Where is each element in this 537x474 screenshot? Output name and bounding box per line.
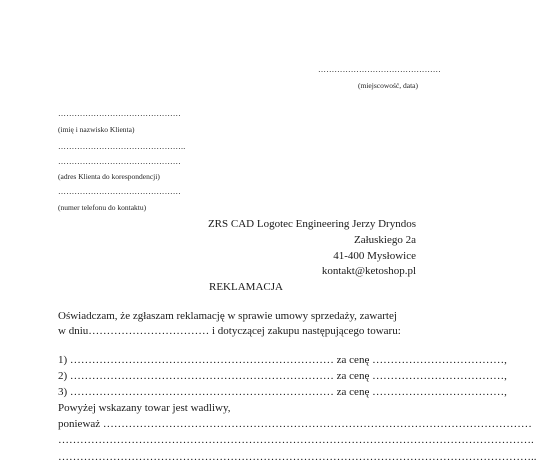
client-address-dots-2: ………………………………………: [58, 157, 181, 166]
document-title: REKLAMACJA: [209, 281, 283, 293]
client-address-caption: (adres Klienta do korespondencji): [58, 172, 160, 181]
item-line-3: 3) ……………………………………………………………… za cenę ………………………………,: [58, 386, 507, 398]
place-date-dots: ………………………………………: [318, 65, 441, 74]
item-line-2: 2) ……………………………………………………………… za cenę ………………………………,: [58, 370, 507, 382]
client-address-dots-1: ………………………………………..: [58, 142, 186, 151]
client-phone-caption: (numer telefonu do kontaktu): [58, 203, 147, 212]
client-name-caption: (imię i nazwisko Klienta): [58, 125, 135, 134]
statement-line-1: Oświadczam, że zgłaszam reklamację w sprawie umowy sprzedaży, zawartej: [58, 310, 397, 322]
defect-line-3: ………………………………………………………………………………………………………………….: [58, 434, 534, 446]
recipient-name: ZRS CAD Logotec Engineering Jerzy Dryndos: [207, 218, 416, 230]
item-line-1: 1) ……………………………………………………………… za cenę ………………………………,: [58, 354, 507, 366]
client-phone-dots: ………………………………………: [58, 187, 181, 196]
recipient-street: Załuskiego 2a: [353, 234, 416, 246]
defect-line-4: …………………………………………………………………………………………………………………..: [58, 451, 537, 463]
recipient-email: kontakt@ketoshop.pl: [321, 265, 416, 277]
defect-line-1: Powyżej wskazany towar jest wadliwy,: [58, 402, 231, 414]
place-date-caption: (miejscowość, data): [358, 81, 418, 90]
client-name-dots: ………………………………………: [58, 109, 181, 118]
defect-line-2: ponieważ ………………………………………………………………………………………………………: [58, 418, 532, 430]
statement-line-2: w dniu…………………………… i dotyczącej zakupu następującego towaru:: [58, 325, 401, 337]
recipient-city: 41-400 Mysłowice: [333, 250, 416, 262]
